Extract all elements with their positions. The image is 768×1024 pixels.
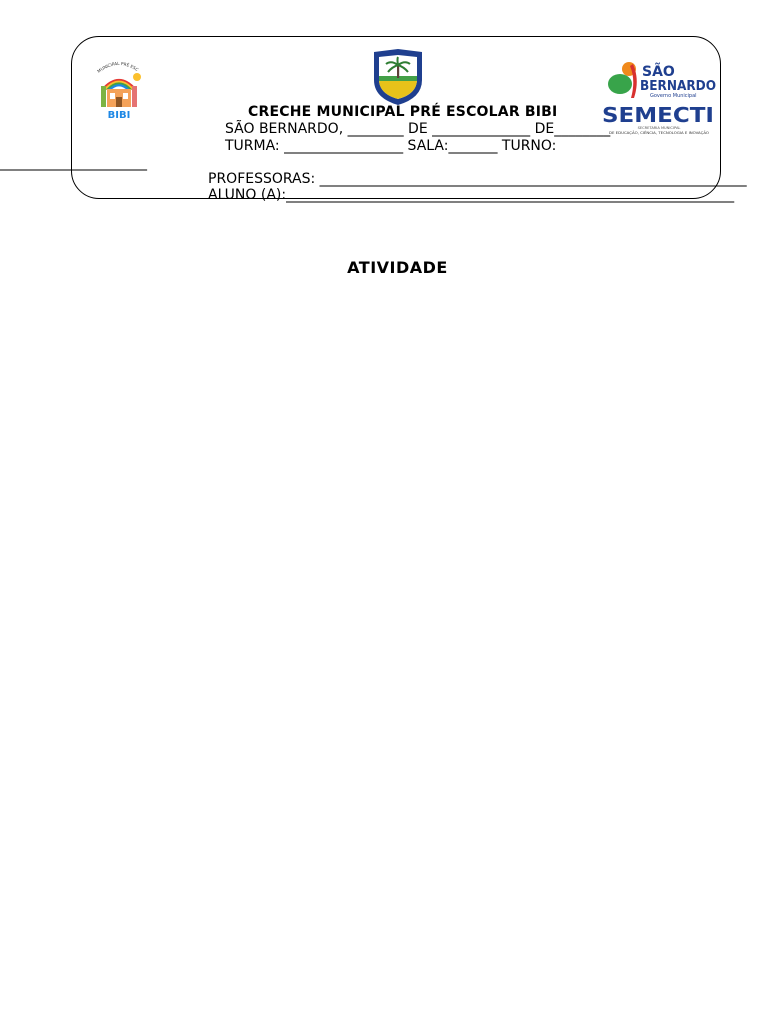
teachers-line: PROFESSORAS: _____________________________________________________________ (208, 171, 747, 187)
school-logo-text: MUNICIPAL PRÉ ESC (96, 60, 140, 74)
class-line: TURMA: _________________ SALA:_______ TURNO: (225, 138, 557, 154)
activity-title: ATIVIDADE (347, 258, 448, 277)
school-name: CRECHE MUNICIPAL PRÉ ESCOLAR BIBI (248, 104, 558, 120)
city-logo-sub: Governo Municipal (650, 93, 697, 99)
svg-text:CRECHE MUNICIPAL PRÉ ESCOLAR B (94, 56, 139, 74)
student-line: ALUNO (A):________________________________________________________________ (208, 187, 735, 203)
city-logo-title-2: BERNARDO (640, 79, 716, 94)
secretariat-name: SEMECTI (602, 103, 714, 127)
date-line: SÃO BERNARDO, ________ DE ______________ DE________ (225, 121, 611, 137)
school-logo-word: BIBI (107, 110, 131, 121)
secretariat-sub-2: DE EDUCAÇÃO, CIÊNCIA, TECNOLOGIA E INOVAÇÃO (609, 131, 702, 135)
school-logo (94, 56, 144, 122)
municipal-crest-icon (370, 48, 426, 106)
sao-bernardo-semecti-logo (600, 58, 718, 138)
class-line-continuation: _____________________ (0, 155, 147, 171)
city-logo-title-1: SÃO (642, 64, 675, 80)
secretariat-sub-1: SECRETARIA MUNICIPAL (637, 126, 681, 130)
